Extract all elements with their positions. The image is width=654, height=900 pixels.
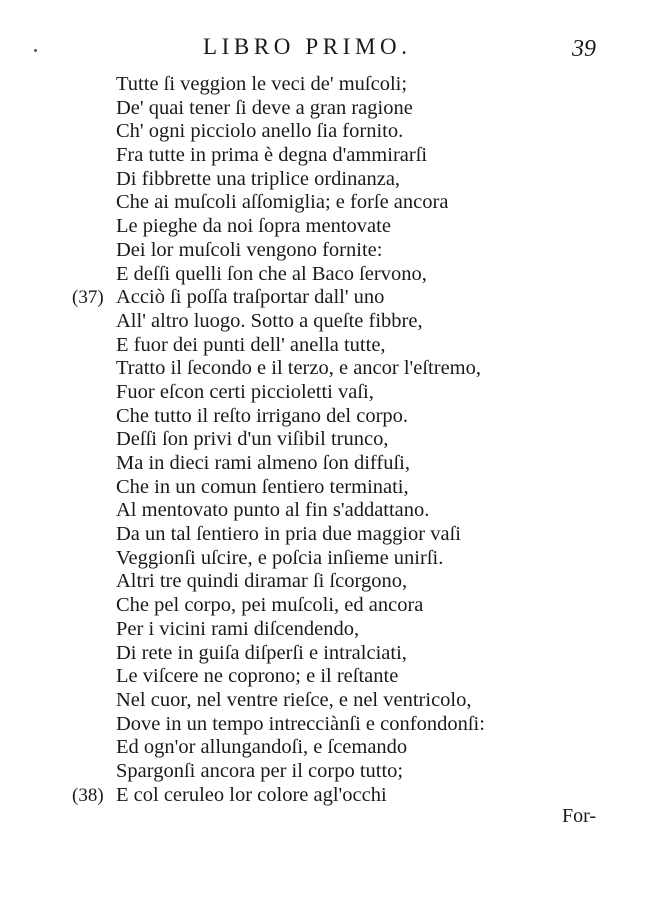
verse-line bbox=[0, 452, 654, 476]
verse-text: Che tutto il reſto irrigano del corpo. bbox=[116, 404, 409, 427]
verse-line bbox=[0, 381, 654, 405]
verse-line bbox=[0, 97, 654, 121]
verse-line bbox=[0, 547, 654, 571]
verse-line bbox=[0, 334, 654, 358]
verse-text: Fra tutte in prima è degna d'ammirarſi bbox=[116, 144, 428, 167]
verse-text: De' quai tener ſi deve a gran ragione bbox=[116, 96, 413, 119]
verse-line bbox=[0, 760, 654, 784]
poem-body bbox=[0, 73, 654, 807]
verse-text: Dove in un tempo intrecciànſi e confondonſi: bbox=[116, 712, 485, 735]
verse-text: Tratto il ſecondo e il terzo, e ancor l'eſtremo, bbox=[116, 357, 481, 380]
verse-line bbox=[0, 286, 654, 310]
verse-line bbox=[0, 689, 654, 713]
verse-line bbox=[0, 784, 654, 808]
verse-line bbox=[0, 665, 654, 689]
margin-note: (37) bbox=[72, 287, 104, 309]
verse-line bbox=[0, 168, 654, 192]
verse-text: Ch' ogni picciolo anello ſia fornito. bbox=[116, 120, 404, 143]
verse-text: E deſſi quelli ſon che al Baco ſervono, bbox=[116, 262, 427, 285]
verse-line bbox=[0, 215, 654, 239]
verse-text: All' altro luogo. Sotto a queſte fibbre, bbox=[116, 309, 423, 332]
verse-text: Ma in dieci rami almeno ſon diffuſi, bbox=[116, 452, 410, 474]
verse-text: Le pieghe da noi ſopra mentovate bbox=[116, 215, 391, 238]
verse-text: Da un tal ſentiero in pria due maggior vaſi bbox=[116, 523, 461, 546]
verse-text: Nel cuor, nel ventre rieſce, e nel ventricolo, bbox=[116, 688, 472, 711]
verse-text: Tutte ſi veggion le veci de' muſcoli; bbox=[116, 73, 408, 95]
verse-text: Dei lor muſcoli vengono fornite: bbox=[116, 238, 383, 261]
verse-text: Che in un comun ſentiero terminati, bbox=[116, 475, 409, 498]
page-number: 39 bbox=[572, 36, 596, 62]
verse-line bbox=[0, 405, 654, 429]
verse-line bbox=[0, 594, 654, 618]
verse-line bbox=[0, 428, 654, 452]
verse-text: E fuor dei punti dell' anella tutte, bbox=[116, 333, 386, 356]
margin-note: (38) bbox=[72, 784, 104, 806]
verse-line bbox=[0, 191, 654, 215]
verse-line bbox=[0, 570, 654, 594]
verse-text: Al mentovato punto al fin s'addattano. bbox=[116, 499, 430, 522]
verse-text: Fuor eſcon certi piccioletti vaſi, bbox=[116, 380, 374, 403]
verse-text: Deſſi ſon privi d'un viſibil trunco, bbox=[116, 428, 389, 451]
verse-text: Acciò ſi poſſa traſportar dall' uno bbox=[116, 286, 385, 309]
verse-text: Spargonſi ancora per il corpo tutto; bbox=[116, 759, 404, 782]
ink-speck bbox=[34, 49, 37, 52]
verse-text: Per i vicini rami diſcendendo, bbox=[116, 617, 360, 640]
verse-line bbox=[0, 523, 654, 547]
verse-line bbox=[0, 713, 654, 737]
verse-text: Di rete in guiſa diſperſi e intralciati, bbox=[116, 641, 407, 664]
verse-line bbox=[0, 310, 654, 334]
catchword: For- bbox=[562, 805, 597, 827]
verse-text: Altri tre quindi diramar ſi ſcorgono, bbox=[116, 570, 408, 593]
verse-text: Di fibbrette una triplice ordinanza, bbox=[116, 167, 401, 190]
verse-line bbox=[0, 144, 654, 168]
verse-line bbox=[0, 239, 654, 263]
verse-text: Ed ogn'or allungandoſi, e ſcemando bbox=[116, 736, 408, 759]
verse-text: Che pel corpo, pei muſcoli, ed ancora bbox=[116, 594, 424, 617]
verse-line bbox=[0, 476, 654, 500]
verse-line bbox=[0, 357, 654, 381]
verse-line bbox=[0, 120, 654, 144]
verse-line bbox=[0, 263, 654, 287]
verse-line bbox=[0, 73, 654, 97]
running-head: LIBRO PRIMO. bbox=[203, 34, 412, 59]
verse-line bbox=[0, 642, 654, 666]
verse-text: Le viſcere ne coprono; e il reſtante bbox=[116, 665, 399, 688]
verse-text: Veggionſi uſcire, e poſcia inſieme unirſi. bbox=[116, 546, 444, 569]
verse-text: E col ceruleo lor colore agl'occhi bbox=[116, 783, 387, 806]
verse-line bbox=[0, 736, 654, 760]
verse-text: Che ai muſcoli aſſomiglia; e forſe ancora bbox=[116, 191, 449, 214]
verse-line bbox=[0, 618, 654, 642]
verse-line bbox=[0, 499, 654, 523]
